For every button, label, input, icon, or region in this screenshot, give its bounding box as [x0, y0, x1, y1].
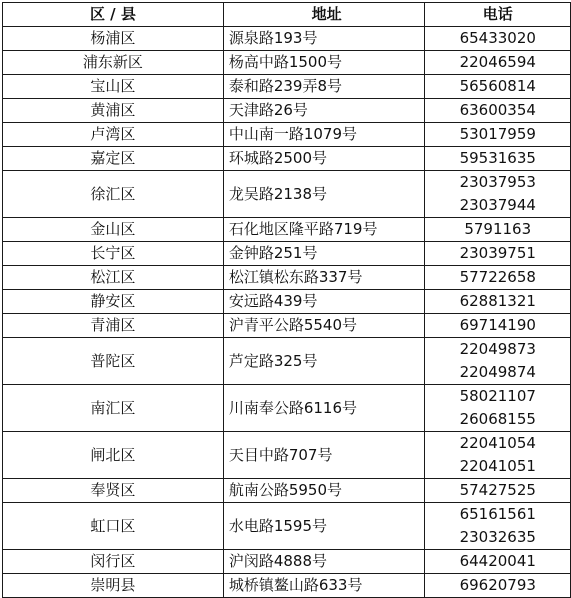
address-column-header: 地址	[223, 3, 425, 27]
address-cell: 天津路26号	[223, 99, 425, 123]
address-cell: 松江镇松东路337号	[223, 266, 425, 290]
phone-cell	[425, 99, 571, 123]
table-row	[3, 218, 571, 242]
district-cell: 南汇区	[3, 385, 224, 432]
phone-number: 59531635	[459, 149, 536, 167]
address-cell: 安远路439号	[223, 290, 425, 314]
phone-number: 23037944	[459, 196, 536, 214]
table-row	[3, 385, 571, 432]
table-row	[3, 266, 571, 290]
address-cell: 航南公路5950号	[223, 479, 425, 503]
phone-number: 22041051	[459, 457, 536, 475]
address-cell: 水电路1595号	[223, 503, 425, 550]
phone-column-header: 电话	[425, 3, 571, 27]
district-cell: 嘉定区	[3, 147, 224, 171]
district-cell: 闵行区	[3, 550, 224, 574]
table-row	[3, 75, 571, 99]
district-cell: 黄浦区	[3, 99, 224, 123]
table-row	[3, 123, 571, 147]
address-cell: 城桥镇鳌山路633号	[223, 574, 425, 598]
phone-number: 26068155	[459, 410, 536, 428]
district-cell: 普陀区	[3, 338, 224, 385]
phone-number: 56560814	[459, 77, 536, 95]
district-cell: 金山区	[3, 218, 224, 242]
table-row	[3, 550, 571, 574]
phone-cell	[425, 218, 571, 242]
district-cell: 松江区	[3, 266, 224, 290]
phone-cell	[425, 242, 571, 266]
phone-number: 69620793	[459, 576, 536, 594]
phone-cell	[425, 385, 571, 432]
phone-cell	[425, 550, 571, 574]
header-row	[3, 3, 571, 27]
table-row	[3, 290, 571, 314]
phone-cell	[425, 290, 571, 314]
phone-cell	[425, 123, 571, 147]
phone-cell	[425, 171, 571, 218]
phone-cell	[425, 314, 571, 338]
address-cell: 沪闵路4888号	[223, 550, 425, 574]
service-office-table	[2, 2, 571, 598]
address-cell: 源泉路193号	[223, 27, 425, 51]
district-cell: 长宁区	[3, 242, 224, 266]
district-cell: 青浦区	[3, 314, 224, 338]
phone-number: 65161561	[459, 505, 536, 523]
phone-cell	[425, 75, 571, 99]
address-cell: 杨高中路1500号	[223, 51, 425, 75]
phone-cell	[425, 432, 571, 479]
district-cell: 宝山区	[3, 75, 224, 99]
phone-number: 53017959	[459, 125, 536, 143]
address-cell: 石化地区隆平路719号	[223, 218, 425, 242]
phone-number: 23032635	[459, 528, 536, 546]
phone-number: 58021107	[459, 387, 536, 405]
phone-number: 23037953	[459, 173, 536, 191]
phone-cell	[425, 338, 571, 385]
address-cell: 沪青平公路5540号	[223, 314, 425, 338]
district-cell: 闸北区	[3, 432, 224, 479]
district-column-header: 区 / 县	[3, 3, 224, 27]
phone-cell	[425, 27, 571, 51]
phone-number: 5791163	[464, 220, 532, 238]
phone-number: 23039751	[459, 244, 536, 262]
address-cell: 天目中路707号	[223, 432, 425, 479]
phone-number: 57722658	[459, 268, 536, 286]
district-cell: 崇明县	[3, 574, 224, 598]
address-cell: 环城路2500号	[223, 147, 425, 171]
table-row	[3, 503, 571, 550]
phone-cell	[425, 266, 571, 290]
table-row	[3, 479, 571, 503]
phone-number: 57427525	[459, 481, 536, 499]
phone-number: 62881321	[459, 292, 536, 310]
district-cell: 卢湾区	[3, 123, 224, 147]
phone-number: 63600354	[459, 101, 536, 119]
phone-number: 69714190	[459, 316, 536, 334]
phone-number: 64420041	[459, 552, 536, 570]
phone-number: 22049873	[459, 340, 536, 358]
table-row	[3, 432, 571, 479]
address-cell: 中山南一路1079号	[223, 123, 425, 147]
address-cell: 龙吴路2138号	[223, 171, 425, 218]
table-row	[3, 338, 571, 385]
address-cell: 金钟路251号	[223, 242, 425, 266]
phone-cell	[425, 479, 571, 503]
table-row	[3, 51, 571, 75]
district-cell: 静安区	[3, 290, 224, 314]
phone-number: 22046594	[459, 53, 536, 71]
phone-number: 22049874	[459, 363, 536, 381]
address-cell: 泰和路239弄8号	[223, 75, 425, 99]
table-row	[3, 147, 571, 171]
phone-cell	[425, 147, 571, 171]
district-cell: 奉贤区	[3, 479, 224, 503]
table-row	[3, 242, 571, 266]
phone-cell	[425, 503, 571, 550]
table-row	[3, 314, 571, 338]
phone-number: 65433020	[459, 29, 536, 47]
table-row	[3, 27, 571, 51]
table-row	[3, 99, 571, 123]
district-cell: 杨浦区	[3, 27, 224, 51]
table-row	[3, 171, 571, 218]
phone-cell	[425, 51, 571, 75]
district-cell: 徐汇区	[3, 171, 224, 218]
address-cell: 芦定路325号	[223, 338, 425, 385]
district-cell: 浦东新区	[3, 51, 224, 75]
phone-number: 22041054	[459, 434, 536, 452]
address-cell: 川南奉公路6116号	[223, 385, 425, 432]
district-cell: 虹口区	[3, 503, 224, 550]
